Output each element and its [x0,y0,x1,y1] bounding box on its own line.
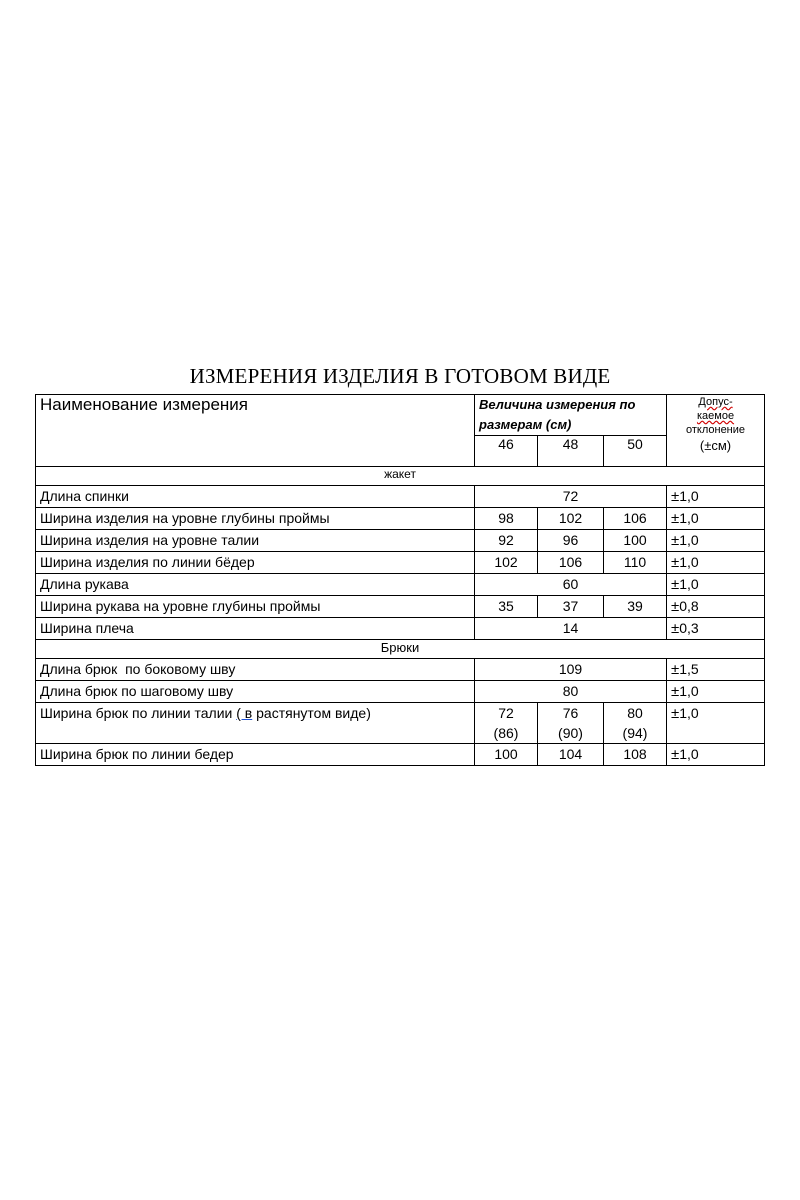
tolerance-header-line1: Допус- [698,396,733,408]
table-row [36,486,765,508]
measurement-name: Ширина рукава на уровне глубины проймы [36,596,475,618]
table-row [36,744,765,766]
tolerance-value: ±1,5 [667,659,765,681]
table-row [36,552,765,574]
measurement-value: 80 [475,681,667,703]
table-row [36,574,765,596]
tolerance-value: ±1,0 [667,508,765,530]
size-48-header: 48 [538,436,604,467]
tolerance-value: ±0,8 [667,596,765,618]
measurement-value: 92 [475,530,538,552]
measurement-value: 72 [475,486,667,508]
measurement-value: 109 [475,659,667,681]
measurement-name: Ширина изделия на уровне талии [36,530,475,552]
section-row-jacket [36,467,765,486]
tolerance-header-line3: отклонение [685,424,746,436]
table-row [36,659,765,681]
table-row [36,681,765,703]
tolerance-value: ±0,3 [667,618,765,640]
measurement-value: 102 [475,552,538,574]
tolerance-value: ±1,0 [667,574,765,596]
measurement-name: Ширина брюк по линии бедер [36,744,475,766]
measurement-name: Длина брюк по боковому шву [36,659,475,681]
tolerance-value: ±1,0 [667,486,765,508]
measurement-value: 110 [604,552,667,574]
measurement-value: 104 [538,744,604,766]
section-title-jacket: жакет [36,467,765,486]
table-row [36,530,765,552]
measurement-value: 37 [538,596,604,618]
measurement-value: 72 (86) [475,703,538,744]
measurement-value: 100 [475,744,538,766]
measurement-name-header: Наименование измерения [36,395,475,467]
measurement-value: 14 [475,618,667,640]
measurement-name: Ширина изделия на уровне глубины проймы [36,508,475,530]
table-row [36,596,765,618]
measurements-table [35,394,765,766]
measurement-name: Ширина плеча [36,618,475,640]
measurement-value: 76 (90) [538,703,604,744]
measurement-value: 108 [604,744,667,766]
measurement-name: Ширина изделия по линии бёдер [36,552,475,574]
measurement-value: 35 [475,596,538,618]
tolerance-header-line4: (±см) [699,438,732,453]
measurement-value: 98 [475,508,538,530]
tolerance-value: ±1,0 [667,703,765,744]
measurement-value: 106 [604,508,667,530]
measurement-name: Ширина брюк по линии талии ( в растянутом виде) [36,703,475,744]
table-row [36,508,765,530]
section-title-trousers: Брюки [36,640,765,659]
measurement-value: 60 [475,574,667,596]
measurement-name: Длина спинки [36,486,475,508]
size-46-header: 46 [475,436,538,467]
tolerance-value: ±1,0 [667,681,765,703]
size-group-header: Величина измерения по размерам (см) [475,395,667,436]
tolerance-value: ±1,0 [667,744,765,766]
page-title: ИЗМЕРЕНИЯ ИЗДЕЛИЯ В ГОТОВОМ ВИДЕ [189,364,611,388]
measurement-name: Длина брюк по шаговому шву [36,681,475,703]
table-row [36,703,765,744]
measurement-value: 96 [538,530,604,552]
measurement-value: 100 [604,530,667,552]
measurement-value: 106 [538,552,604,574]
tolerance-header-line2: каемое [696,410,735,422]
size-50-header: 50 [604,436,667,467]
measurement-value: 102 [538,508,604,530]
section-row-trousers [36,640,765,659]
tolerance-value: ±1,0 [667,530,765,552]
measurement-value: 80 (94) [604,703,667,744]
tolerance-header [667,395,765,467]
measurement-value: 39 [604,596,667,618]
tolerance-value: ±1,0 [667,552,765,574]
header-row [36,395,765,436]
measurement-name: Длина рукава [36,574,475,596]
table-row [36,618,765,640]
